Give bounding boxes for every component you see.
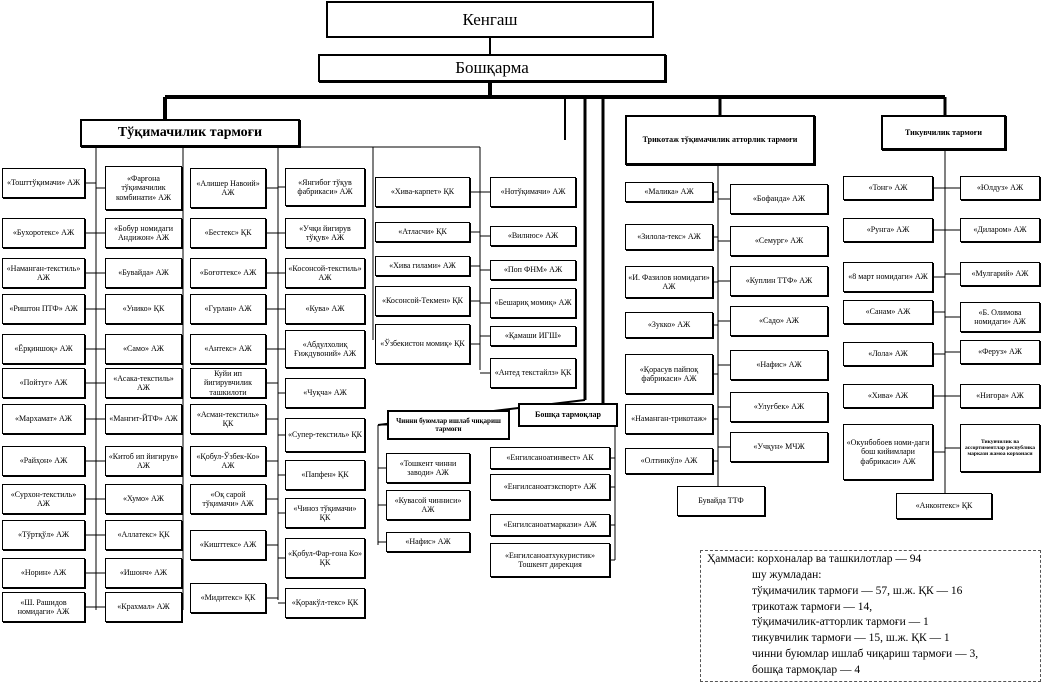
- knit-right-box[interactable]: «Куплин ТТФ» АЖ: [730, 266, 828, 296]
- textile-col2-box[interactable]: «Бувайда» АЖ: [105, 258, 182, 288]
- summary-line: тўқимачилик тармоғи — 57, ш.ж. ҚК — 16: [752, 584, 963, 597]
- textile-col2-box[interactable]: «Унико» ҚК: [105, 294, 182, 324]
- textile-col3-box[interactable]: «Антекс» АЖ: [190, 334, 266, 364]
- textile-col1-box[interactable]: «Пойтуг» АЖ: [2, 368, 85, 398]
- porcelain-box[interactable]: «Нафис» АЖ: [386, 532, 470, 552]
- summary-line: тўқимачилик-атторлик тармоғи — 1: [752, 616, 929, 629]
- textile-col1-box[interactable]: «Ёрқиншоқ» АЖ: [2, 334, 85, 364]
- knit-right-box[interactable]: «Бофанда» АЖ: [730, 184, 828, 214]
- sew-right-box[interactable]: «Мулгарий» АЖ: [960, 262, 1040, 286]
- other-box[interactable]: «Енгилсаноатинвест» АК: [490, 447, 610, 469]
- textile-col4-box[interactable]: «Папфен» ҚК: [285, 460, 365, 490]
- textile-col1-box[interactable]: «Тошттўқимачи» АЖ: [2, 168, 85, 198]
- textile-col4-box[interactable]: «Чуқча» АЖ: [285, 378, 365, 408]
- summary-line: Ҳаммаси: корхоналар ва ташкилотлар — 94: [707, 553, 922, 565]
- sew-left-box[interactable]: «Рунга» АЖ: [843, 218, 933, 242]
- textile-col5-box[interactable]: «Хива-карпет» ҚК: [375, 177, 470, 207]
- textile-col4-box[interactable]: «Абдулхолиқ Ғиждувоний» АЖ: [285, 330, 365, 368]
- sew-left-box[interactable]: «Тонг» АЖ: [843, 176, 933, 200]
- textile-col2-box[interactable]: «Бобур номидаги Андижон» АЖ: [105, 218, 182, 248]
- sewing-bottom-box[interactable]: «Анконтекс» ҚК: [896, 493, 992, 519]
- textile-col2-box[interactable]: «Китоб ип йигирув» АЖ: [105, 446, 182, 476]
- textile-col2-box[interactable]: «Само» АЖ: [105, 334, 182, 364]
- knit-right-box[interactable]: «Садо» АЖ: [730, 306, 828, 336]
- textile-col3-box[interactable]: «Бестекс» ҚК: [190, 218, 266, 248]
- knit-right-box[interactable]: «Нафис» АЖ: [730, 350, 828, 380]
- sew-right-box[interactable]: «Феруз» АЖ: [960, 340, 1040, 364]
- branch-knit[interactable]: Трикотаж тўқимачилик атторлик тармоғи: [625, 115, 815, 165]
- summary-line: трикотаж тармоғи — 14,: [752, 600, 873, 613]
- branch-porcelain[interactable]: Чинни буюмлар ишлаб чиқариш тармоғи: [387, 410, 510, 440]
- sew-left-box[interactable]: «Окунбобоев номи-даги бош кийимлари фабрикаси» АЖ: [843, 424, 933, 480]
- summary-line: бошқа тармоқлар — 4: [752, 664, 861, 677]
- textile-col5-box[interactable]: «Ўзбекистон момиқ» ҚК: [375, 324, 470, 364]
- textile-col6-box[interactable]: «Қамаши ИГШ»: [490, 326, 576, 346]
- textile-col2-box[interactable]: «Фарғона тўқимачилик комбинати» АЖ: [105, 166, 182, 210]
- knit-left-box[interactable]: «Малика» АЖ: [625, 182, 713, 202]
- textile-col2-box[interactable]: «Хумо» АЖ: [105, 484, 182, 514]
- textile-col1-box[interactable]: «Райҳон» АЖ: [2, 446, 85, 476]
- textile-col3-box[interactable]: «Гурлан» АЖ: [190, 294, 266, 324]
- textile-col1-box[interactable]: «Мархамат» АЖ: [2, 404, 85, 434]
- other-box[interactable]: «Енгилсаноатхукуристик» Тошкент дирекция: [490, 543, 610, 577]
- textile-col4-box[interactable]: «Қобул-Фар-ғона Ко» ҚК: [285, 538, 365, 578]
- branch-sewing[interactable]: Тикувчилик тармоғи: [881, 115, 1006, 150]
- textile-col3-box[interactable]: «Оқ сарой тўқимачи» АЖ: [190, 484, 266, 514]
- knit-right-box[interactable]: «Семург» АЖ: [730, 226, 828, 256]
- sew-left-box[interactable]: «8 март номидаги» АЖ: [843, 262, 933, 292]
- textile-col1-box[interactable]: «Риштон ПТФ» АЖ: [2, 294, 85, 324]
- sew-right-box[interactable]: «Диларом» АЖ: [960, 218, 1040, 242]
- knit-left-box[interactable]: «И. Фазилов номидаги» АЖ: [625, 266, 713, 298]
- sew-left-box[interactable]: «Лола» АЖ: [843, 342, 933, 366]
- knit-left-box[interactable]: «Олтинкўл» АЖ: [625, 448, 713, 474]
- sew-right-box[interactable]: «Нигора» АЖ: [960, 384, 1040, 408]
- board-box[interactable]: Бошқарма: [318, 54, 666, 82]
- textile-col1-box[interactable]: «Бухоротекс» АЖ: [2, 218, 85, 248]
- textile-col4-box[interactable]: «Учқи йигирув тўқув» АЖ: [285, 218, 365, 248]
- knit-right-box[interactable]: «Учқун» МЧЖ: [730, 432, 828, 462]
- textile-col2-box[interactable]: «Мангит-ЙТФ» АЖ: [105, 404, 182, 434]
- knit-bottom-box[interactable]: Бувайда ТТФ: [677, 486, 765, 516]
- textile-col1-box[interactable]: «Ш. Рашидов номидаги» АЖ: [2, 592, 85, 622]
- textile-col2-box[interactable]: «Крахмал» АЖ: [105, 592, 182, 622]
- porcelain-box[interactable]: «Кувасой чинниси» АЖ: [386, 490, 470, 520]
- textile-col5-box[interactable]: «Хива гилами» АЖ: [375, 256, 470, 276]
- summary-line: чинни буюмлар ишлаб чиқариш тармоғи — 3,: [752, 648, 979, 661]
- textile-col6-box[interactable]: «Поп ФНМ» АЖ: [490, 260, 576, 280]
- knit-left-box[interactable]: «Зилола-текс» АЖ: [625, 224, 713, 250]
- textile-col3-box[interactable]: «Боғоттекс» АЖ: [190, 258, 266, 288]
- textile-col3-box[interactable]: «Кишттекс» АЖ: [190, 530, 266, 560]
- other-box[interactable]: «Енгилсаноатэкспорт» АЖ: [490, 474, 610, 500]
- knit-left-box[interactable]: «Зукко» АЖ: [625, 312, 713, 338]
- textile-col3-box[interactable]: «Қобул-Ўзбек-Ко» АЖ: [190, 446, 266, 476]
- summary-line: тикувчилик тармоғи — 15, ш.ж. ҚК — 1: [752, 632, 950, 645]
- summary-box: [700, 550, 1041, 682]
- sew-right-box[interactable]: «Б. Олимова номидаги» АЖ: [960, 302, 1040, 332]
- sew-right-box[interactable]: «Юлдуз» АЖ: [960, 176, 1040, 200]
- sew-left-box[interactable]: «Санам» АЖ: [843, 300, 933, 324]
- textile-col4-box[interactable]: «Янгибоғ тўқув фабрикаси» АЖ: [285, 168, 365, 206]
- knit-left-box[interactable]: «Қорасув пайпоқ фабрикаси» АЖ: [625, 354, 713, 394]
- summary-line: шу жумладан:: [752, 568, 822, 581]
- sew-left-box[interactable]: «Хива» АЖ: [843, 384, 933, 408]
- sew-right-box[interactable]: Тикувчилик ва ассортиментлар республика маркази жамоа корхонаси: [960, 424, 1040, 472]
- textile-col6-box[interactable]: «Антед текстайлз» ҚК: [490, 358, 576, 388]
- textile-col1-box[interactable]: «Наманган-текстиль» АЖ: [2, 258, 85, 288]
- textile-col2-box[interactable]: «Асака-текстиль» АЖ: [105, 368, 182, 398]
- textile-col4-box[interactable]: «Қоракўл-текс» ҚК: [285, 588, 365, 618]
- textile-col4-box[interactable]: «Кува» АЖ: [285, 294, 365, 324]
- textile-col2-box[interactable]: «Ишонч» АЖ: [105, 558, 182, 588]
- textile-col3-box[interactable]: «Алишер Навоий» АЖ: [190, 168, 266, 208]
- textile-col3-box[interactable]: «Мидитекс» ҚК: [190, 583, 266, 613]
- textile-col1-box[interactable]: «Сурхон-текстиль» АЖ: [2, 484, 85, 514]
- textile-col5-box[interactable]: «Косонсой-Текмен» ҚК: [375, 286, 470, 316]
- other-box[interactable]: «Енгилсаноатмаркази» АЖ: [490, 514, 610, 536]
- textile-col6-box[interactable]: «Нотўқимачи» АЖ: [490, 177, 576, 207]
- textile-col6-box[interactable]: «Вилнюс» АЖ: [490, 226, 576, 246]
- porcelain-box[interactable]: «Тошкент чинни заводи» АЖ: [386, 453, 470, 483]
- knit-left-box[interactable]: «Наманган-трикотаж»: [625, 404, 713, 434]
- textile-col5-box[interactable]: «Атласчи» ҚК: [375, 222, 470, 242]
- textile-col4-box[interactable]: «Супер-текстиль» ҚК: [285, 418, 365, 452]
- knit-right-box[interactable]: «Улуғбек» АЖ: [730, 392, 828, 422]
- branch-textile[interactable]: Тўқимачилик тармоғи: [80, 119, 300, 147]
- textile-col1-box[interactable]: «Норин» АЖ: [2, 558, 85, 588]
- textile-col1-box[interactable]: «Тўртқўл» АЖ: [2, 520, 85, 550]
- textile-col4-box[interactable]: «Чиноз тўқимачи» ҚК: [285, 498, 365, 528]
- textile-col6-box[interactable]: «Бешариқ момиқ» АЖ: [490, 288, 576, 318]
- textile-col3-box[interactable]: «Асман-текстиль» ҚК: [190, 404, 266, 434]
- textile-col3-box[interactable]: Куйи ип йигирувчилик ташкилоти: [190, 368, 266, 398]
- council-box[interactable]: Кенгаш: [326, 1, 654, 38]
- textile-col2-box[interactable]: «Аллатекс» ҚК: [105, 520, 182, 550]
- textile-col4-box[interactable]: «Косонсой-текстиль» АЖ: [285, 258, 365, 288]
- branch-other[interactable]: Бошқа тармоқлар: [518, 403, 618, 427]
